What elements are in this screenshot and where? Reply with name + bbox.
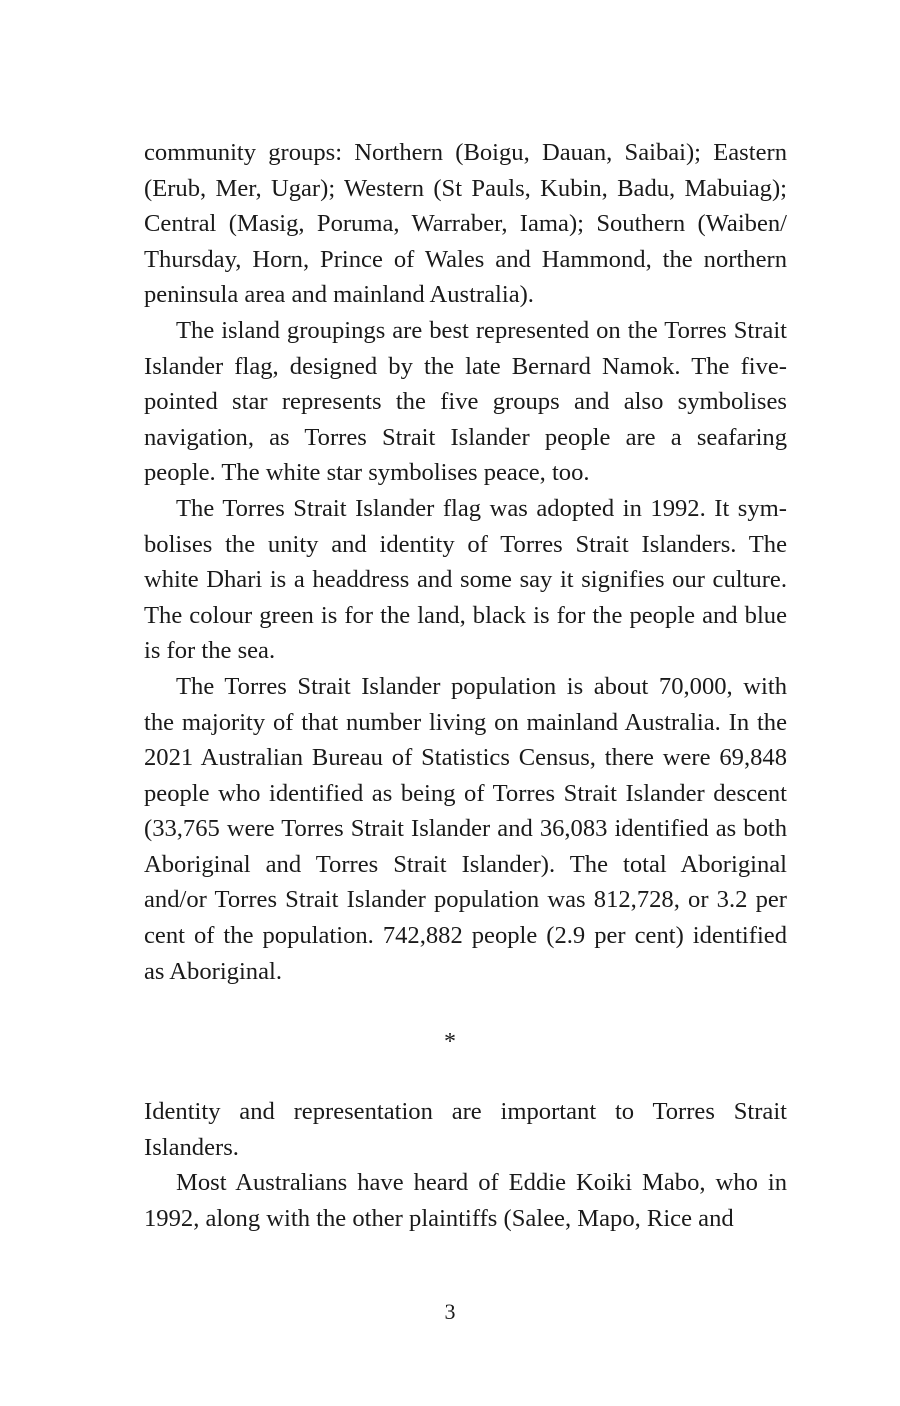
paragraph-flag-adoption: The Torres Strait Islander flag was adopted in 1992. It symbolises the unity and identity of Torres Strait Islanders. The white Dhari is a headdress and some say it signifies our culture. The colour green is for the land, black is for the people and blue is for the sea.	[144, 494, 787, 665]
paragraph-island-groupings-flag: The island groupings are best represented on the Torres Strait Islander flag, designed by the late Bernard Namok. The five-pointed star represents the five groups and also symbolises navigation, as Torres Strait Islander people are a seafaring people. The white star symbolises peace, too.	[144, 316, 787, 487]
page-number: 3	[444, 1299, 456, 1324]
paragraph-eddie-mabo: Most Australians have heard of Eddie Koiki Mabo, who in 1992, along with the other plaintiffs (Salee, Mapo, Rice and	[144, 1169, 787, 1232]
body-text-section-1	[144, 135, 787, 989]
paragraph-population: The Torres Strait Islander population is about 70,000, with the majority of that number living on mainland Australia. In the 2021 Australian Bureau of Statistics Census, there were 69,848 people who identified as being of Torres Strait Islander descent (33,765 were Torres Strait Islander and 36,083 identified as both Aboriginal and Torres Strait Islander). The total Aboriginal and/or Torres Strait Islander population was 812,728, or 3.2 per cent of the population. 742,882 people (2.9 per cent) identified as Aboriginal.	[144, 672, 787, 985]
body-text-section-2	[144, 1094, 787, 1236]
section-separator-asterisk: *	[444, 1029, 456, 1055]
paragraph-community-groups: community groups: Northern (Boigu, Dauan, Saibai); Eastern (Erub, Mer, Ugar); Western (St Pauls, Kubin, Badu, Mabuiag); Central (Masig, Poruma, Warraber, Iama); Southern (Waiben/ Thursday, Horn, Prince of Wales and Hammond, the northern peninsula area and mainland Australia).	[144, 139, 787, 309]
paragraph-identity-representation: Identity and representation are important to Torres Strait Islanders.	[144, 1098, 787, 1161]
